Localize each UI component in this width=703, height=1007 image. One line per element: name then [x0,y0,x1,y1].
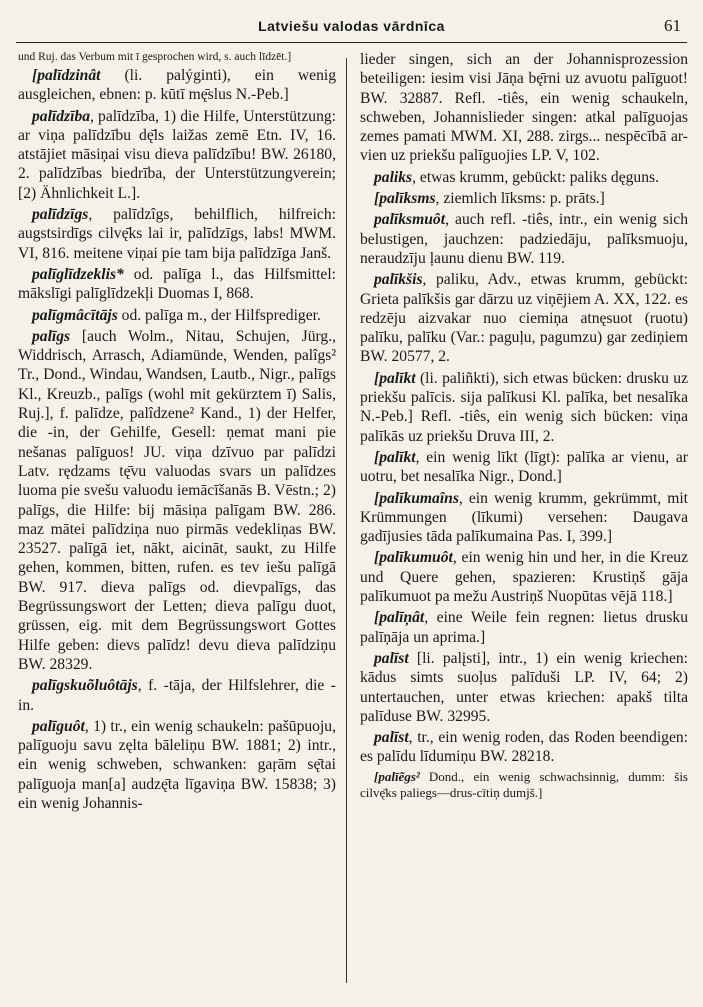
left-column [18,50,336,985]
page-number: 61 [664,16,681,35]
dictionary-entry [18,717,336,813]
entry-headword: palīksmuôt [374,211,446,229]
dictionary-entry [360,769,688,801]
dictionary-entry [360,608,688,647]
dictionary-entry [360,728,688,767]
dictionary-entry [360,489,688,547]
entry-text: [li. palįsti], intr., 1) ein wenig kriechen: kādus simts suoļus palīduši LP. IV, 64; 2) untertauchen, unter etwas kriechen: apakš tilta palīduse BW. 32995. [360,649,688,725]
dictionary-entry [360,210,688,268]
dictionary-entry [18,306,336,325]
dictionary-entry [18,327,336,674]
entry-headword: palīkšis [374,271,423,289]
dictionary-entry [18,205,336,263]
entry-headword: palīguôt [32,717,85,735]
dictionary-entry [360,548,688,606]
entry-headword: palīgmâcītājs [32,306,118,324]
entry-headword: [palīkumaîns [374,489,459,507]
entry-headword: [palīkumuôt [374,549,453,567]
entry-text: , 1) tr., ein wenig schaukeln: pašūpuoju, palīguoju savu zęlta bāleliņu BW. 1881; 2) intr., ein wenig schweben, schwanken: gaŗām sę̄tai palīguoja man[a] audzę̄ta līgaviņa BW. 15838; 3) ein wenig Johannis- [18,717,336,812]
right-column [360,50,688,985]
entry-text: , palīdzība, 1) die Hilfe, Unterstützung: ar viņa palīdzību dę̄ls laižas zemē Etn. IV, 16. atstājiet māsiņai visu dieva palīdzību! BW. 26180, 2. palīdzības biedrība, der Unterstützungverein; [2) Ähnlichkeit L.]. [18,107,336,202]
entry-text: und Ruj. das Verbum mit ī gesprochen wird, s. auch līdzēt.] [18,51,292,63]
running-title: Latviešu valodas vārdnīca [258,18,445,34]
entry-headword: palīdzīgs [32,206,89,224]
entry-headword: [palīņât [374,609,425,627]
dictionary-entry [18,107,336,203]
dictionary-entry [360,189,688,208]
dictionary-entry [18,50,336,64]
entry-headword: [palīkt [374,448,416,466]
entry-text: , ein wenig līkt (līgt): palīka ar vienu, ar uotru, bet nesalīka Nigr., Dond.] [360,448,688,486]
entry-headword: [palīksms [374,190,436,208]
entry-text: , eine Weile fein regnen: lietus drusku palīņāja un aprima.] [360,609,688,646]
entry-text: Dond., ein wenig schwachsinnig, dumm: šis cilvę̄ks paliegs—drus-cītiņ dumjš.] [360,768,688,800]
entry-text: od. palīga m., der Hilfsprediger. [117,306,321,324]
entry-text: , ein wenig krumm, gekrümmt, mit Krümmungen (līkumi) versehen: Daugava gadījusies tāda palīkumaina Pas. I, 399.] [360,489,688,546]
entry-text: (li. palýginti), ein wenig ausgleichen, ebnen: p. kūtī mę̄slus N.-Peb.] [18,67,336,104]
entry-text: , ein wenig hin und her, in die Kreuz und Quere gehen, spazieren: Krustiņš gāja palīkumuot pa mežu Austriņš Nuopūtas vējā 118.] [360,549,688,606]
entry-headword: palīgs [32,327,71,345]
entry-text: , paliku, Adv., etwas krumm, gebückt: Grieta palīkšis gar dārzu uz viņējiem A. XX, 122. es redzēju aizvakar nuo ciemiņa atnęsuot (ruotu) palīku, palīku (Var.: paguļu, pagumzu) gar zediņiem BW. 20577, 2. [360,271,688,366]
entry-text: , f. -tāja, der Hilfslehrer, die -in. [18,677,336,714]
entry-text: , auch refl. -tiês, intr., ein wenig sich belustigen, jauchzen: padziedāju, palīksmuoju, neraudzīju ļaunu dienu BW. 119. [360,211,688,267]
page-header [16,14,687,43]
dictionary-entry [18,676,336,715]
entry-headword: paliks [374,168,413,186]
dictionary-entry [18,265,336,304]
entry-headword: palīst [374,649,409,667]
entry-text: , etwas krumm, gebückt: paliks dęguns. [412,168,659,186]
entry-text: od. palīga l., das Hilfsmittel: mākslīgi palīglīdzekļi Duomas I, 868. [18,265,336,303]
entry-headword: [palīdzinât [32,67,101,84]
entry-headword: [palīkt [374,369,416,387]
dictionary-entry [360,270,688,366]
entry-text: (li. paliñkti), sich etwas bücken: drusku uz priekšu palīcis. sija palīkusi Kl. palīka, bet nesalīka N.-Peb.] Refl. -tiês, ein wenig sich bücken: viņa palīkās uz priekšu Druva III, 2. [360,369,688,445]
dictionary-entry [360,369,688,446]
dictionary-entry [360,50,688,166]
entry-headword: palīglīdzeklis* [32,265,124,283]
column-divider [346,58,347,983]
dictionary-entry [18,66,336,105]
entry-text: lieder singen, sich an der Johannisprozession beteiligen: iesim visi Jāņa bę̄rni uz avuotu palīguot! BW. 32887. Refl. -tiês, ein wenig schaukeln, schweben, Johannislieder singen: atkal palīguojas zemes pamati MWM. XI, 288. zirgs... nespēcībā ar-vien uz priekšu palīguojies LP. V, 102. [360,51,688,165]
entry-headword: [palīẽgs² [374,768,420,784]
entry-text: , ziemlich līksms: p. prāts.] [435,190,605,208]
entry-text: [auch Wolm., Nitau, Schujen, Jürg., Widdrisch, Arrasch, Adiamünde, Wenden, palîgs² Tr., Dond., Windau, Wandsen, Lautb., Nigr., palīgs Kl., Kreuzb., palīgs (wohl mit gekürztem ī) Salis, Ruj.], f. palīdze, palîdzene² Kand., 1) der Helfer, die -in, der Gehilfe, Gesell: ņemat mani pie nešanas palīguos! JU. viņa dzīvuo par palīdzi Latv. rędzams tę̄vu valuodas svars un palīdzes luoma pie svešu valuodu iemācīšanās B. Vēstn.; 2) palīgs, die Hilfe: bij māsiņa palīgam BW. 286. maz mātei palīdziņa nuo pirmās vedekliņas BW. 23527. palīgā iet, nākt, aicināt, saukt, zu Hilfe gehen, kommen, bitten, rufen. es tev iešu palīgā BW. 917. dieva palīgs od. dievpalīgs, das Begrüssungswort der Letten; dieva palīgu duot, grüssen, eig. mit dem Begrüssungswort Gottes Hilfe geben: dievs palīdz! devu dieva palīdziņu BW. 28329. [18,327,336,673]
dictionary-entry [360,448,688,487]
dictionary-entry [360,649,688,726]
entry-headword: palīst [374,729,409,747]
entry-headword: palīdzība [32,107,91,125]
entry-text: , palīdzîgs, behilflich, hilfreich: augstsirdīgs cilvę̄ks lai ir, palīdzīgs, labs! MWM. VI, 816. meitene viņai pie tam bija palīdzīga Janš. [18,206,336,262]
dictionary-entry [360,168,688,187]
entry-headword: palīgskuõluôtājs [32,677,138,695]
entry-text: , tr., ein wenig roden, das Roden beendigen: es palīdu līdumiņu BW. 28218. [360,729,688,766]
